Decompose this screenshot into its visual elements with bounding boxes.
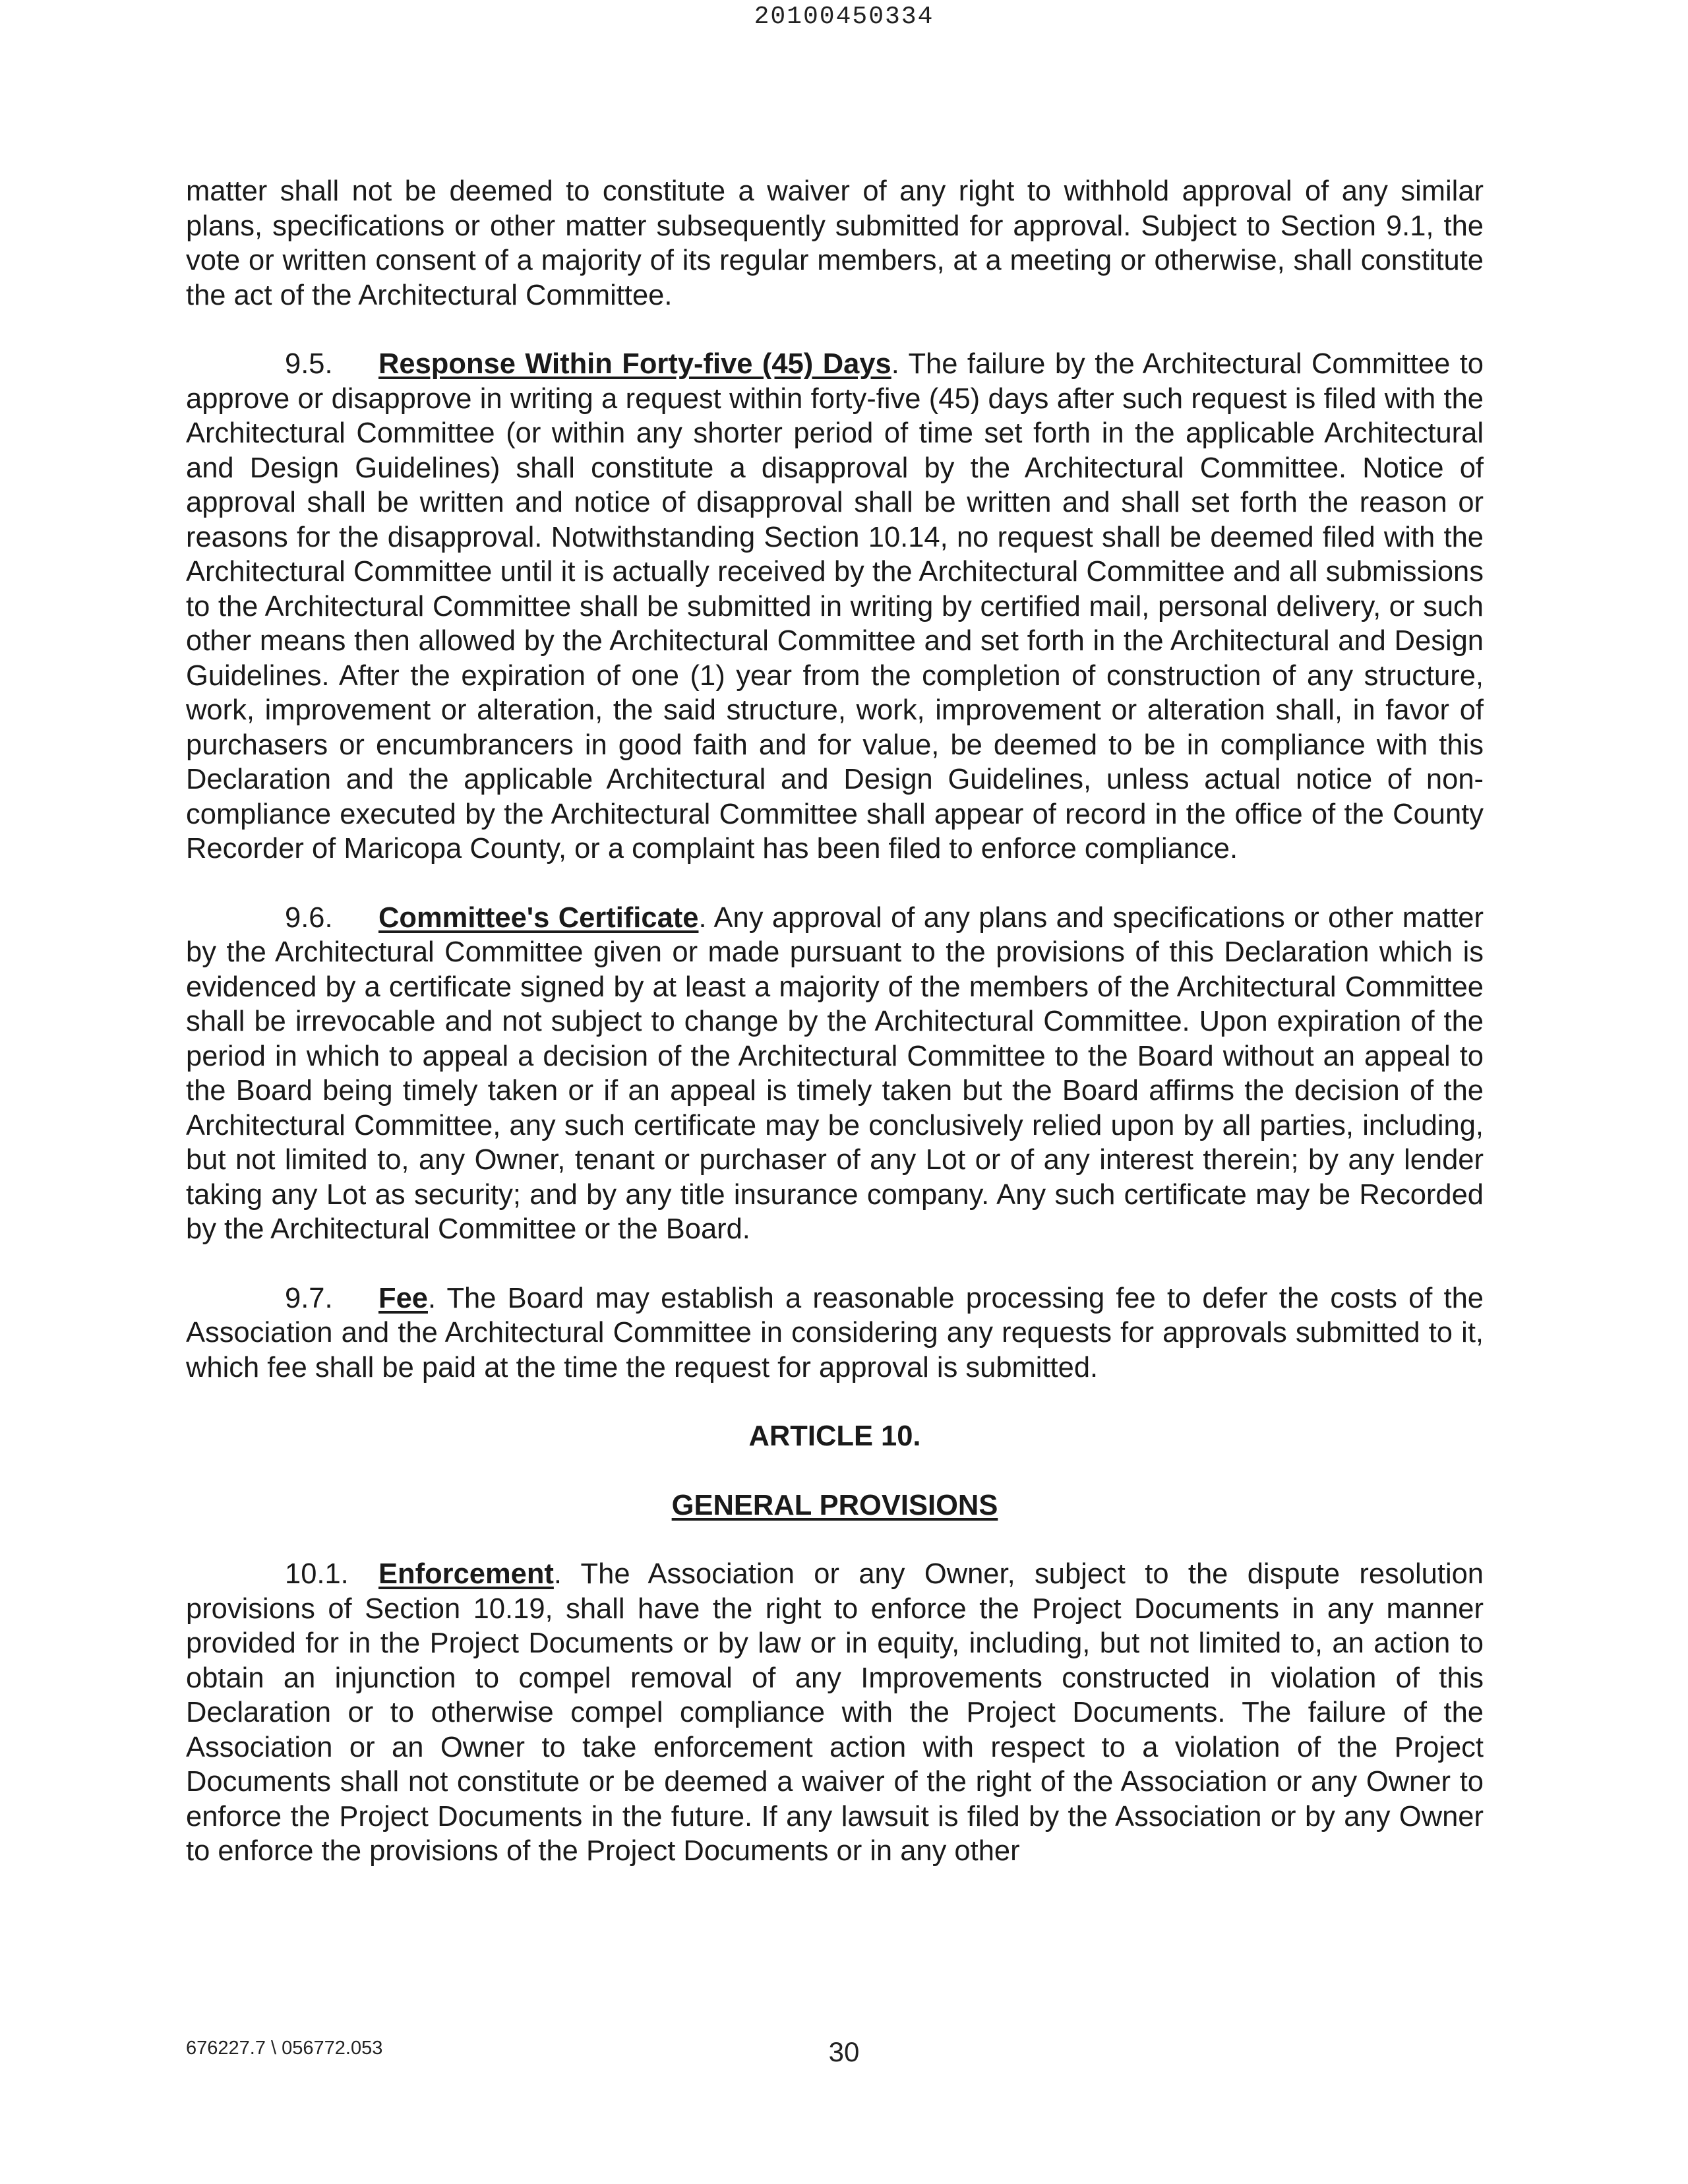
section-text: . The Board may establish a reasonable processing fee to defer the costs of the Association and the Architectural Committee in considering any requests for approvals submitted to it, which fee shall be paid at the time the request for approval is submitted.	[186, 1282, 1484, 1383]
section-9-5	[186, 347, 1484, 866]
section-10-1	[186, 1557, 1484, 1869]
continued-paragraph: matter shall not be deemed to constitute a waiver of any right to withhold approval of any similar plans, specifications or other matter subsequently submitted for approval. Subject to Section 9.1, the vote or written consent of a majority of its regular members, at a meeting or otherwise, shall constitute the act of the Architectural Committee.	[186, 175, 1484, 311]
page-number: 30	[828, 2036, 860, 2067]
document-number-header: 20100450334	[754, 3, 934, 31]
section-9-7	[186, 1281, 1484, 1385]
footer-document-reference: 676227.7 \ 056772.053	[186, 2038, 383, 2059]
section-title: Committee's Certificate	[378, 901, 699, 934]
section-9-6	[186, 901, 1484, 1247]
section-number: 9.7.	[285, 1282, 333, 1314]
section-number: 10.1.	[285, 1558, 349, 1590]
section-title: Fee	[378, 1282, 428, 1314]
section-title: Response Within Forty-five (45) Days	[378, 348, 891, 380]
section-number: 9.6.	[285, 901, 333, 934]
section-title: Enforcement	[378, 1558, 554, 1590]
section-number: 9.5.	[285, 348, 333, 380]
article-number-heading: ARTICLE 10.	[748, 1420, 921, 1452]
section-text: . The failure by the Architectural Committee to approve or disapprove in writing a request within forty-five (45) days after such request is filed with the Architectural Committee (or within any shorter period of time set forth in the applicable Architectural and Design Guidelines) shall constitute a disapproval by the Architectural Committee. Notice of approval shall be written and notice of disapproval shall be written and shall set forth the reason or reasons for the disapproval. Notwithstanding Section 10.14, no request shall be deemed filed with the Architectural Committee until it is actually received by the Architectural Committee and all submissions to the Architectural Committee shall be submitted in writing by certified mail, personal delivery, or such other means then allowed by the Architectural Committee and set forth in the Architectural and Design Guidelines. After the expiration of one (1) year from the completion of construction of any structure, work, improvement or alteration, the said structure, work, improvement or alteration shall, in favor of purchasers or encumbrancers in good faith and for value, be deemed to be in compliance with this Declaration and the applicable Architectural and Design Guidelines, unless actual notice of non-compliance executed by the Architectural Committee shall appear of record in the office of the County Recorder of Maricopa County, or a complaint has been filed to enforce compliance.	[186, 348, 1484, 864]
section-text: . Any approval of any plans and specifications or other matter by the Architectural Committee given or made pursuant to the provisions of this Declaration which is evidenced by a certificate signed by at least a majority of the members of the Architectural Committee shall be irrevocable and not subject to change by the Architectural Committee. Upon expiration of the period in which to appeal a decision of the Architectural Committee to the Board without an appeal to the Board being timely taken or if an appeal is timely taken but the Board affirms the decision of the Architectural Committee, any such certificate may be conclusively relied upon by all parties, including, but not limited to, any Owner, tenant or purchaser of any Lot or of any interest therein; by any lender taking any Lot as security; and by any title insurance company. Any such certificate may be Recorded by the Architectural Committee or the Board.	[186, 901, 1484, 1245]
document-body	[186, 174, 1484, 1903]
section-text: . The Association or any Owner, subject to the dispute resolution provisions of Section 10.19, shall have the right to enforce the Project Documents in any manner provided for in the Project Documents or by law or in equity, including, but not limited to, an action to obtain an injunction to compel removal of any Improvements constructed in violation of this Declaration or to otherwise compel compliance with the Project Documents. The failure of the Association or an Owner to take enforcement action with respect to a violation of the Project Documents shall not constitute or be deemed a waiver of the right of the Association or any Owner to enforce the Project Documents in the future. If any lawsuit is filed by the Association or by any Owner to enforce the provisions of the Project Documents or in any other	[186, 1558, 1484, 1867]
article-title-heading: GENERAL PROVISIONS	[671, 1489, 998, 1521]
